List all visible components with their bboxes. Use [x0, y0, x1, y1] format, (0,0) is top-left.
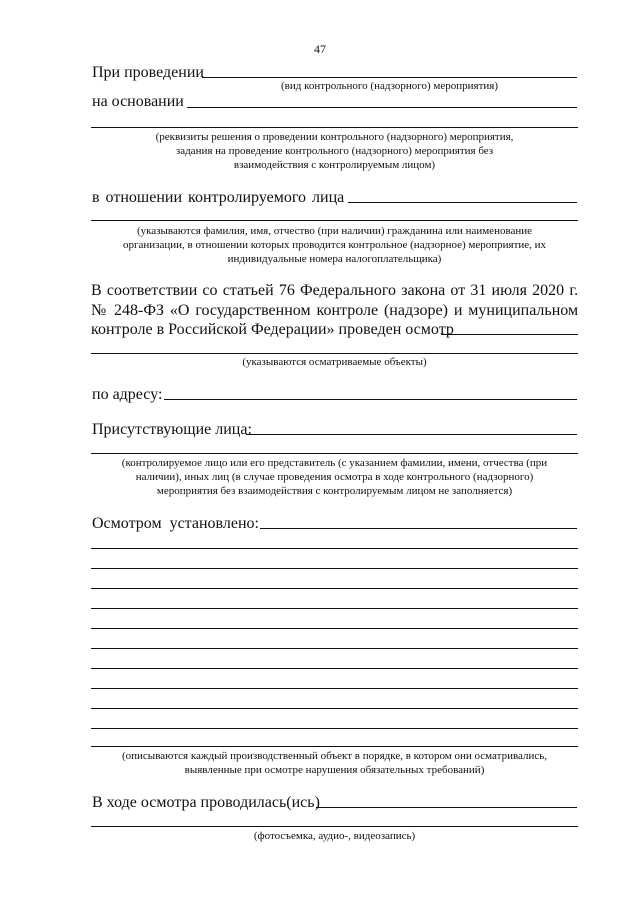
recording-field-line[interactable]: [316, 807, 577, 808]
conduct-field-line[interactable]: [202, 77, 577, 78]
address-label: по адресу:: [92, 386, 163, 403]
controlled-person-field-line[interactable]: [348, 202, 577, 203]
controlled-person-field-line-2[interactable]: [91, 220, 578, 221]
findings-caption-1: (описываются каждый производственный объект в порядке, в котором они осматривались,: [121, 750, 548, 762]
findings-line-7[interactable]: [91, 668, 578, 669]
findings-line-5[interactable]: [91, 628, 578, 629]
present-persons-caption-3: мероприятия без взаимодействия с контролируемым лицом не заполняется): [156, 485, 513, 497]
page-number: 47: [314, 42, 326, 56]
findings-line-3[interactable]: [91, 588, 578, 589]
present-persons-caption-1: (контролируемое лицо или его представитель (с указанием фамилии, имени, отчества (при: [121, 457, 548, 469]
law-paragraph-row-2: № 248-ФЗ «О государственном контроле (надзоре) и муниципальном: [91, 302, 579, 319]
law-paragraph-row-1: В соответствии со статьей 76 Федерального закона от 31 июля 2020 г.: [91, 282, 579, 299]
basis-caption-2: задания на проведение контрольного (надзорного) мероприятия без: [175, 145, 494, 157]
findings-caption-2: выявленные при осмотре нарушения обязательных требований): [184, 764, 485, 776]
findings-line-8[interactable]: [91, 688, 578, 689]
address-field-line[interactable]: [164, 399, 577, 400]
findings-line-11[interactable]: [91, 746, 578, 747]
conduct-label: При проведении: [92, 64, 204, 81]
controlled-person-caption-2: организации, в отношении которых проводится контрольное (надзорное) мероприятие, их: [122, 239, 547, 251]
inspected-objects-caption: (указываются осматриваемые объекты): [242, 356, 427, 368]
recording-label: В ходе осмотра проводилась(ись): [92, 794, 320, 811]
findings-line-6[interactable]: [91, 648, 578, 649]
recording-caption: (фотосъемка, аудио-, видеозапись): [253, 830, 416, 842]
findings-line-4[interactable]: [91, 608, 578, 609]
present-persons-label: Присутствующие лица:: [92, 421, 252, 438]
basis-field-line-2[interactable]: [91, 127, 578, 128]
basis-caption-1: (реквизиты решения о проведении контрольного (надзорного) мероприятия,: [155, 131, 514, 143]
basis-label: на основании: [92, 93, 184, 110]
findings-line-1[interactable]: [91, 548, 578, 549]
findings-line-10[interactable]: [91, 728, 578, 729]
present-persons-field-line[interactable]: [246, 434, 577, 435]
conduct-caption: (вид контрольного (надзорного) мероприятия): [280, 80, 498, 92]
findings-field-line[interactable]: [260, 528, 577, 529]
basis-caption-3: взаимодействия с контролируемым лицом): [233, 159, 436, 171]
basis-field-line[interactable]: [187, 107, 577, 108]
present-persons-caption-2: наличии), иных лиц (в случае проведения осмотра в ходе контрольного (надзорного): [135, 471, 534, 483]
controlled-person-caption-1: (указываются фамилия, имя, отчество (при наличии) гражданина или наименование: [136, 225, 533, 237]
recording-field-line-2[interactable]: [91, 826, 578, 827]
law-paragraph-row-3: контроле в Российской Федерации» проведен осмотр: [91, 321, 454, 338]
inspected-objects-field-line[interactable]: [441, 334, 578, 335]
controlled-person-caption-3: индивидуальные номера налогоплательщика): [227, 253, 442, 265]
findings-label: Осмотром установлено:: [92, 515, 259, 532]
controlled-person-label: в отношении контролируемого лица: [92, 189, 345, 206]
inspected-objects-field-line-2[interactable]: [91, 353, 578, 354]
present-persons-field-line-2[interactable]: [91, 453, 578, 454]
findings-line-9[interactable]: [91, 708, 578, 709]
findings-line-2[interactable]: [91, 568, 578, 569]
